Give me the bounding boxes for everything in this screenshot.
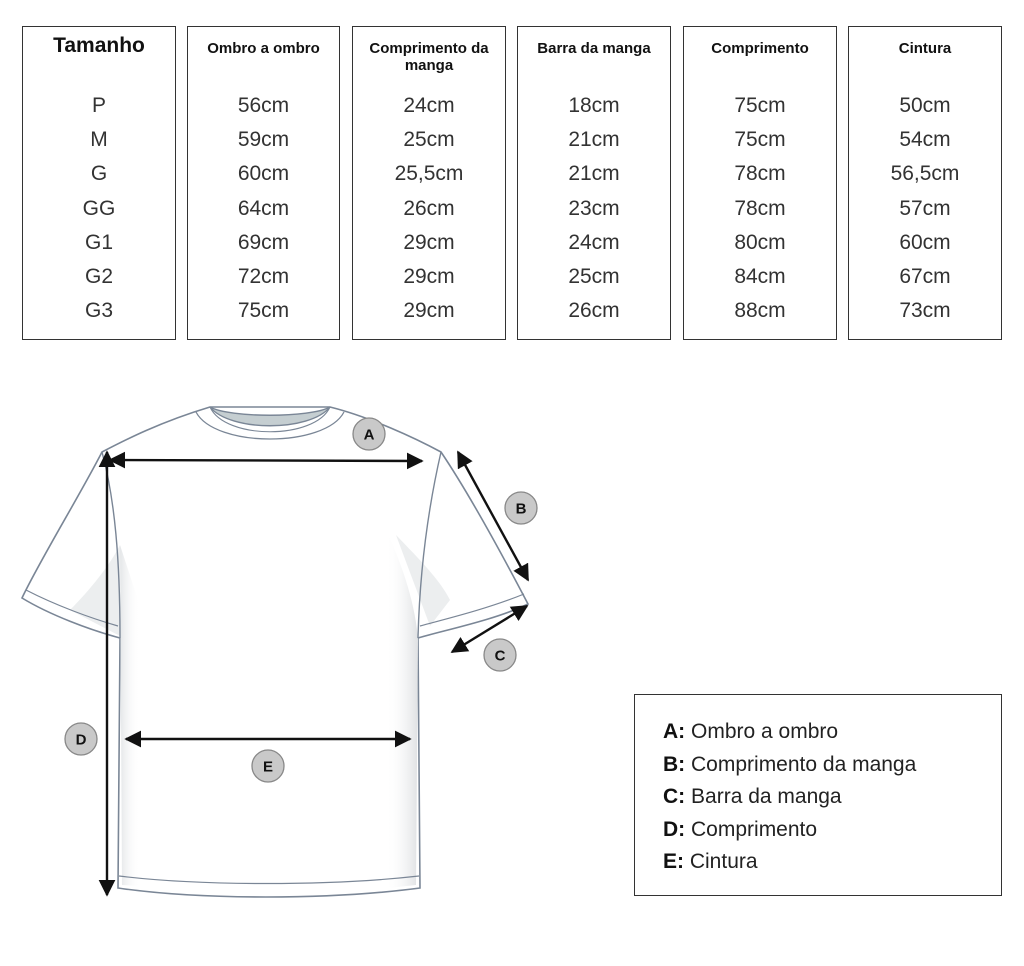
measurement-cell: 21cm	[568, 162, 620, 186]
size-cell: G	[90, 162, 108, 186]
measurement-cell: 26cm	[403, 196, 455, 220]
size-cell: P	[91, 94, 106, 117]
measurement-cell: 67cm	[899, 264, 951, 288]
measurement-cell: 29cm	[403, 264, 455, 288]
size-cell: M	[90, 128, 108, 152]
measurement-cell: 78cm	[734, 162, 786, 186]
shoulder-column	[187, 26, 340, 340]
legend-text: Comprimento da manga	[691, 752, 917, 776]
legend-item	[663, 814, 1001, 847]
column-header: Tamanho	[53, 34, 145, 57]
length-column	[683, 26, 837, 340]
measurement-cell: 21cm	[568, 128, 620, 152]
legend-text: Barra da manga	[691, 785, 842, 808]
size-column	[22, 26, 176, 340]
legend-item	[663, 781, 1001, 814]
measurement-cell: 25cm	[403, 128, 455, 152]
legend-key: C:	[663, 785, 686, 808]
measurement-cell: 60cm	[237, 162, 290, 186]
measurement-cell: 59cm	[237, 128, 290, 152]
measurement-cell: 23cm	[568, 196, 620, 220]
legend-item	[663, 846, 1001, 879]
column-header: Comprimento da manga	[369, 40, 489, 74]
legend-box	[634, 694, 1002, 896]
legend-text: Cintura	[689, 850, 758, 873]
badge-c	[484, 639, 516, 671]
size-cell: G3	[84, 299, 113, 323]
measurement-cell: 88cm	[734, 299, 786, 323]
column-header: Comprimento	[711, 40, 809, 57]
legend-text: Ombro a ombro	[691, 720, 839, 743]
legend-key: B:	[663, 752, 686, 776]
legend-key: E:	[663, 850, 684, 873]
measurement-cell: 18cm	[568, 94, 620, 117]
measurement-cell: 56,5cm	[890, 162, 960, 186]
measurement-cell: 60cm	[899, 230, 951, 254]
measurement-cell: 75cm	[237, 299, 290, 323]
measurement-cell: 75cm	[734, 128, 786, 152]
shoulder-arrow	[110, 460, 422, 461]
size-cell: G2	[84, 264, 113, 288]
column-header: Barra da manga	[537, 40, 651, 57]
badge-label: E	[262, 758, 274, 776]
size-cell: GG	[82, 196, 116, 220]
size-cell: G1	[84, 230, 113, 254]
measurement-cell: 54cm	[899, 128, 951, 152]
legend-key: D:	[663, 817, 686, 841]
sleeve-length-column	[352, 26, 506, 340]
badge-label: C	[494, 647, 506, 665]
measurement-cell: 84cm	[734, 264, 786, 288]
badge-b	[505, 492, 537, 524]
legend-text: Comprimento	[691, 817, 818, 841]
tshirt-diagram	[0, 370, 600, 930]
measurement-cell: 29cm	[403, 299, 455, 323]
column-header: Ombro a ombro	[207, 40, 320, 57]
measurement-cell: 72cm	[237, 264, 290, 288]
measurement-cell: 25cm	[568, 264, 620, 288]
measurement-cell: 29cm	[403, 230, 455, 254]
measurement-cell: 64cm	[237, 196, 290, 220]
measurement-cell: 78cm	[734, 196, 786, 220]
measurement-cell: 24cm	[568, 230, 620, 254]
measurement-cell: 25,5cm	[394, 162, 464, 186]
badge-label: D	[75, 731, 87, 749]
legend-item	[663, 749, 1001, 782]
column-header: Cintura	[898, 40, 952, 57]
badge-d	[65, 723, 97, 755]
badge-a	[353, 418, 385, 450]
measurement-cell: 69cm	[237, 230, 290, 254]
waist-column	[848, 26, 1002, 340]
measurement-cell: 57cm	[899, 196, 951, 220]
measurement-cell: 73cm	[899, 299, 951, 323]
legend-key: A:	[663, 720, 686, 743]
sleeve-hem-column	[517, 26, 671, 340]
badge-label: B	[515, 500, 527, 518]
measurement-cell: 24cm	[403, 94, 455, 117]
measurement-cell: 80cm	[734, 230, 786, 254]
badge-label: A	[363, 426, 375, 444]
measurement-cell: 50cm	[899, 94, 951, 117]
measurement-cell: 75cm	[734, 94, 786, 117]
badge-e	[252, 750, 284, 782]
measurement-cell: 26cm	[568, 299, 620, 323]
measurement-cell: 56cm	[237, 94, 290, 117]
legend-item	[663, 716, 1001, 749]
